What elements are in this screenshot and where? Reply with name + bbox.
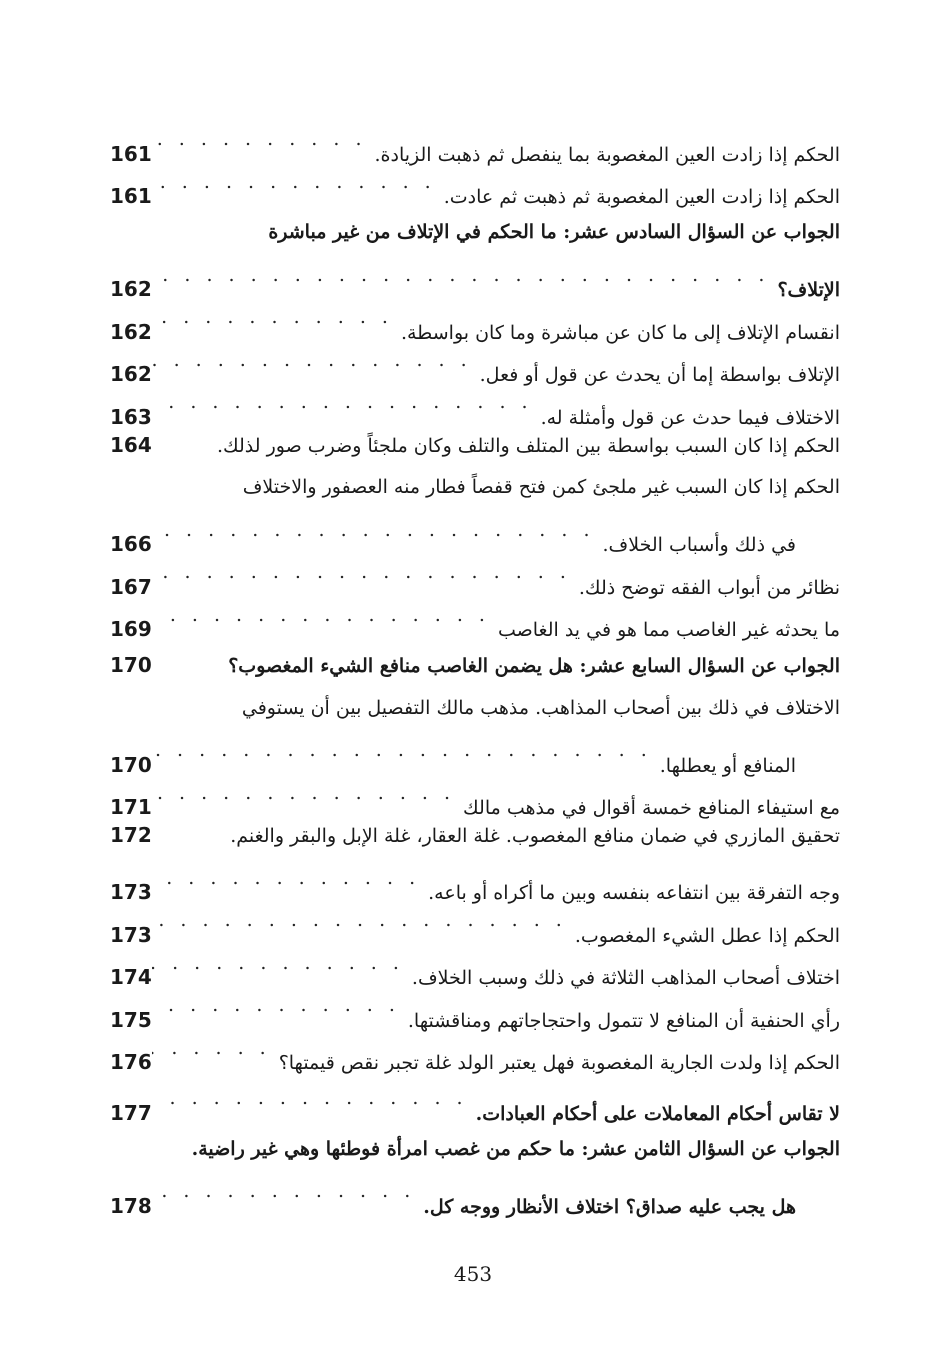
entry-page: 166 (110, 532, 152, 556)
entry-text: الاختلاف في ذلك بين أصحاب المذاهب. مذهب مالك التفصيل بين أن يستوفي (241, 696, 840, 719)
toc-section-heading (110, 211, 840, 254)
entry-page: 162 (110, 319, 152, 344)
entry-page: 169 (110, 617, 152, 641)
leader-dots (152, 339, 480, 382)
entry-text: الحكم إذا كان السبب غير ملجئ كمن فتح قفصاً فطار منه العصفور والاختلاف (242, 476, 840, 498)
leader-dots (152, 1170, 423, 1213)
entry-text: الحكم إذا عطل الشيء المغصوب. (574, 924, 840, 947)
toc-entry (110, 687, 840, 730)
leader-dots (152, 594, 498, 637)
leader-dots (152, 381, 541, 424)
entry-page: 174 (110, 965, 152, 989)
leader-dots (152, 942, 412, 985)
table-of-contents (110, 118, 840, 1218)
leader-dots (152, 296, 401, 339)
entry-page: 178 (110, 1193, 152, 1218)
entry-page: 175 (110, 1007, 152, 1032)
leader-dots (152, 1077, 476, 1120)
leader-dots (152, 984, 408, 1027)
entry-page: 171 (110, 795, 152, 819)
toc-entry (110, 296, 840, 344)
entry-page: 161 (110, 141, 152, 166)
entry-text: الحكم إذا زادت العين المغصوبة بما ينفصل ثم ذهبت الزيادة. (374, 143, 840, 166)
entry-page: 177 (110, 1100, 152, 1125)
entry-page: 170 (110, 653, 152, 677)
entry-page: 172 (110, 823, 152, 847)
entry-text: تحقيق المازري في ضمان منافع المغصوب. غلة العقار، غلة الإبل والبقر والغنم. (230, 825, 840, 847)
entry-text: الحكم إذا زادت العين المغصوبة ثم ذهبت ثم عادت. (443, 186, 840, 208)
entry-text: الجواب عن السؤال الثامن عشر: ما حكم من غصب امرأة فوطئها وهي غير راضية. (191, 1137, 840, 1160)
leader-dots (152, 509, 603, 552)
entry-text: اختلاف أصحاب المذاهب الثلاثة في ذلك وسبب الخلاف. (411, 967, 840, 989)
entry-page: 162 (110, 277, 152, 301)
leader-dots (152, 1027, 279, 1070)
toc-section-heading (110, 644, 840, 687)
entry-page: 173 (110, 880, 152, 904)
leader-dots (152, 254, 778, 297)
leader-dots (152, 857, 428, 900)
entry-text: الإتلاف؟ (777, 279, 840, 301)
toc-entry (110, 118, 840, 166)
entry-text: نظائر من أبواب الفقه توضح ذلك. (578, 576, 840, 599)
toc-entry (110, 814, 840, 857)
entry-text: مع استيفاء المنافع خمسة أقوال في مذهب مالك (463, 797, 840, 819)
entry-page: 164 (110, 432, 152, 457)
entry-page: 163 (110, 404, 152, 429)
entry-text: رأي الحنفية أن المنافع لا تتمول واحتجاجاتهم ومناقشتها. (407, 1009, 840, 1032)
leader-dots (152, 772, 463, 815)
toc-entry (110, 857, 840, 904)
leader-dots (152, 551, 579, 594)
toc-entry (110, 509, 840, 556)
toc-entry (110, 424, 840, 467)
entry-text: في ذلك وأسباب الخلاف. (602, 534, 796, 556)
entry-text: ما يحدثه غير الغاصب مما هو في يد الغاصب (497, 619, 840, 641)
entry-page: 167 (110, 574, 152, 599)
entry-text: الجواب عن السؤال السابع عشر: هل يضمن الغاصب منافع الشيء المغصوب؟ (228, 655, 840, 677)
toc-section-heading (110, 254, 840, 301)
page-number: 453 (453, 1262, 493, 1286)
entry-page: 176 (110, 1050, 152, 1074)
toc-section-heading (110, 1128, 840, 1171)
leader-dots (152, 161, 444, 204)
entry-page: 173 (110, 922, 152, 947)
entry-text: الجواب عن السؤال السادس عشر: ما الحكم في الإتلاف من غير مباشرة (268, 221, 840, 243)
entry-text: الحكم إذا كان السبب بواسطة بين المتلف والتلف وكان ملجئاً وضرب صور لذلك. (216, 434, 840, 457)
entry-page: 162 (110, 362, 152, 386)
entry-text: هل يجب عليه صداق؟ اختلاف الأنظار ووجه كل. (423, 1195, 796, 1218)
entry-text: الإتلاف بواسطة إما أن يحدث عن قول أو فعل. (479, 364, 840, 386)
leader-dots (152, 899, 575, 942)
toc-section-heading (110, 1170, 840, 1218)
entry-text: الاختلاف فيما حدث عن قول وأمثلة له. (540, 406, 840, 429)
entry-text: انقسام الإتلاف إلى ما كان عن مباشرة وما كان بواسطة. (400, 321, 840, 344)
toc-entry (110, 729, 840, 777)
leader-dots (152, 729, 660, 772)
entry-text: لا تقاس أحكام المعاملات على أحكام العبادات. (475, 1102, 840, 1125)
leader-dots (152, 118, 375, 161)
entry-text: الحكم إذا ولدت الجارية المغصوبة فهل يعتبر الولد غلة تجبر نقص قيمتها؟ (278, 1052, 840, 1074)
entry-text: المنافع أو يعطلها. (659, 754, 796, 777)
entry-page: 170 (110, 752, 152, 777)
entry-text: وجه التفرقة بين انتفاعه بنفسه وبين ما أكراه أو باعه. (428, 882, 840, 904)
entry-page: 161 (110, 184, 152, 208)
toc-entry (110, 466, 840, 509)
